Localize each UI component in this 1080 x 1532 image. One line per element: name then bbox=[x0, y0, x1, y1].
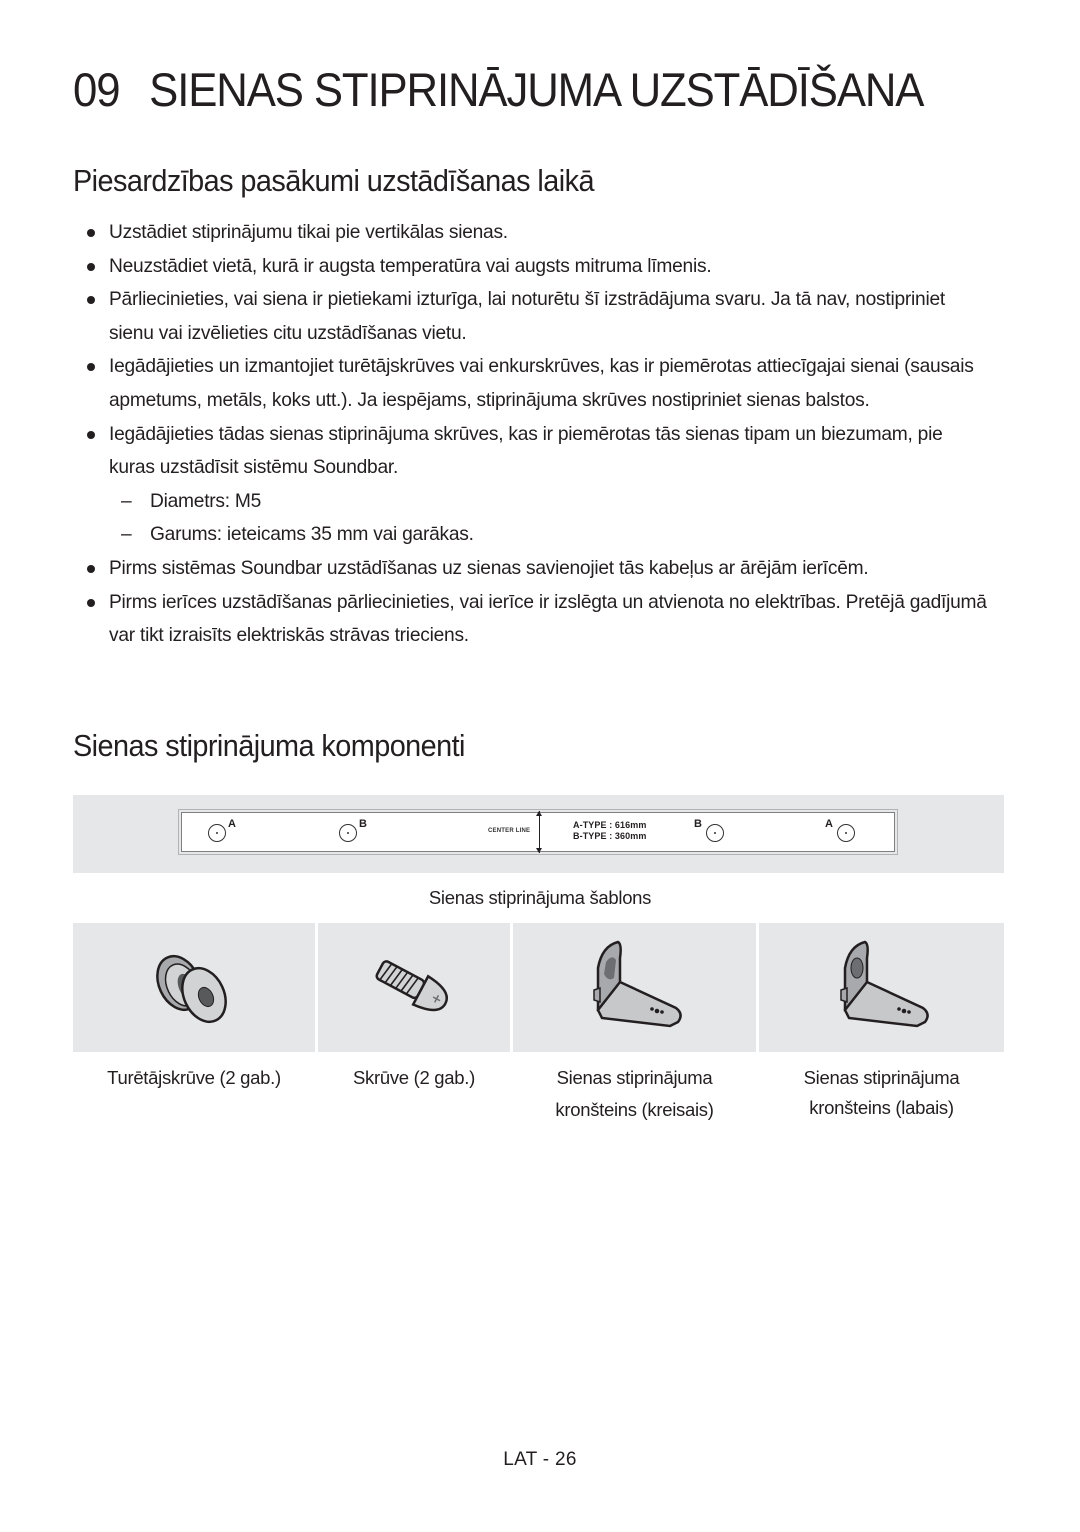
chapter-number: 09 bbox=[73, 63, 120, 116]
precautions-list bbox=[73, 216, 993, 653]
part-cell-screw bbox=[318, 923, 510, 1052]
sub-list-item: – Garums: ieteicams 35 mm vai garākas. bbox=[73, 518, 993, 552]
part-cell-bracket-left bbox=[513, 923, 756, 1052]
hole-a-right-icon bbox=[837, 824, 855, 842]
hole-a-left-icon bbox=[208, 824, 226, 842]
part-cell-holder-screw bbox=[73, 923, 315, 1052]
bullet-icon bbox=[87, 565, 95, 573]
list-item: Iegādājieties un izmantojiet turētājskrūves vai enkurskrūves, kas ir piemērotas attiecīgajai sienai (sausais apmetums, metāls, koks utt.). Ja iespējams, stiprinājuma skrūves nostipriniet sienas balstos. bbox=[73, 350, 993, 417]
hole-label: B bbox=[359, 818, 367, 830]
bullet-icon bbox=[87, 263, 95, 271]
bullet-icon bbox=[87, 599, 95, 607]
wall-mount-template-panel bbox=[73, 795, 1004, 873]
hole-b-right-icon bbox=[706, 824, 724, 842]
part-cell-bracket-right bbox=[759, 923, 1004, 1052]
bullet-icon bbox=[87, 229, 95, 237]
list-item: Pārliecinieties, vai siena ir pietiekami izturīga, lai noturētu šī izstrādājuma svaru. Ja tā nav, nostipriniet sienu vai izvēlieties citu uzstādīšanas vietu. bbox=[73, 283, 993, 350]
center-line-arrow-icon bbox=[539, 811, 540, 853]
dash-icon: – bbox=[121, 524, 132, 546]
part-label-bracket-right: Sienas stiprinājuma kronšteins (labais) bbox=[803, 1067, 960, 1118]
list-item: Uzstādiet stiprinājumu tikai pie vertikālas sienas. bbox=[73, 216, 993, 250]
components-heading: Sienas stiprinājuma komponenti bbox=[73, 728, 465, 763]
list-item: Neuzstādiet vietā, kurā ir augsta temperatūra vai augsts mitruma līmenis. bbox=[73, 250, 993, 284]
bracket-left-icon bbox=[580, 938, 690, 1038]
list-item: Iegādājieties tādas sienas stiprinājuma skrūves, kas ir piemērotas tās sienas tipam un biezumam, pie kuras uzstādīsit sistēmu Soundbar. bbox=[73, 418, 993, 485]
hole-label: A bbox=[825, 818, 833, 830]
part-label-screw: Skrūve (2 gab.) bbox=[353, 1067, 475, 1088]
center-line-label: CENTER LINE bbox=[488, 828, 531, 834]
wall-mount-template-illustration bbox=[181, 812, 895, 852]
sub-list-item: – Diametrs: M5 bbox=[73, 485, 993, 519]
type-a-label: A-TYPE : 616mm bbox=[573, 820, 647, 830]
template-caption: Sienas stiprinājuma šablons bbox=[428, 887, 652, 908]
holder-screw-icon bbox=[149, 943, 239, 1033]
list-item: Pirms ierīces uzstādīšanas pārliecinieties, vai ierīce ir izslēgta un atvienota no elektrības. Pretējā gadījumā var tikt izraisīts elektriskās strāvas trieciens. bbox=[73, 586, 993, 653]
page-title bbox=[73, 62, 923, 117]
bullet-icon bbox=[87, 363, 95, 371]
hole-b-left-icon bbox=[339, 824, 357, 842]
dash-icon: – bbox=[121, 490, 132, 512]
bracket-right-icon bbox=[827, 938, 937, 1038]
bullet-icon bbox=[87, 296, 95, 304]
chapter-title: SIENAS STIPRINĀJUMA UZSTĀDĪŠANA bbox=[149, 63, 924, 116]
type-b-label: B-TYPE : 360mm bbox=[573, 831, 647, 841]
bullet-icon bbox=[87, 431, 95, 439]
part-label-bracket-left: Sienas stiprinājuma kronšteins (kreisais) bbox=[555, 1067, 714, 1120]
hole-label: A bbox=[228, 818, 236, 830]
precautions-heading: Piesardzības pasākumi uzstādīšanas laikā bbox=[73, 163, 594, 198]
screw-icon bbox=[369, 953, 459, 1023]
page-number: LAT - 26 bbox=[503, 1449, 577, 1470]
hole-label: B bbox=[694, 818, 702, 830]
list-item: Pirms sistēmas Soundbar uzstādīšanas uz sienas savienojiet tās kabeļus ar ārējām ierīcēm. bbox=[73, 552, 993, 586]
part-label-holder-screw: Turētājskrūve (2 gab.) bbox=[107, 1067, 281, 1088]
